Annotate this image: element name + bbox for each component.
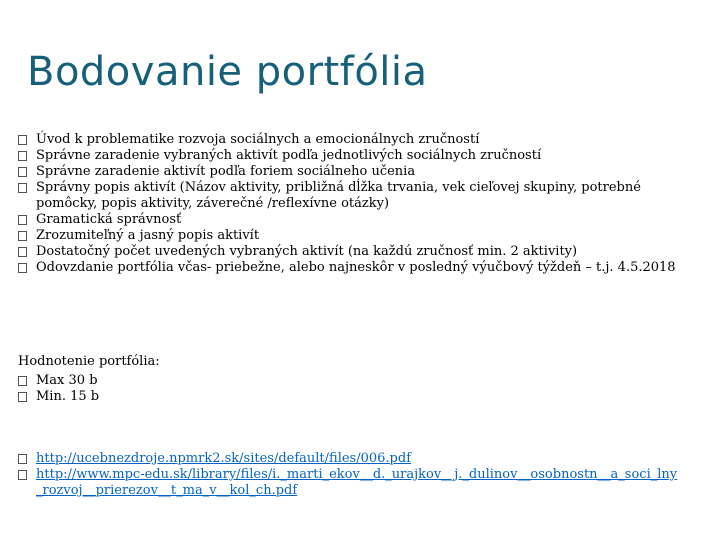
checkbox-bullet-icon	[18, 376, 27, 386]
links-list	[18, 451, 678, 499]
list-item	[18, 451, 678, 467]
checkbox-bullet-icon	[18, 183, 27, 193]
page-title: Bodovanie portfólia	[27, 49, 428, 95]
criteria-list	[18, 132, 678, 276]
list-item	[18, 212, 678, 228]
list-item-text: Správne zaradenie aktivít podľa foriem sociálneho učenia	[36, 164, 416, 179]
evaluation-list	[18, 373, 678, 405]
list-item	[18, 148, 678, 164]
list-item	[18, 244, 678, 260]
checkbox-bullet-icon	[18, 247, 27, 257]
list-item-text: Min. 15 b	[36, 389, 100, 404]
list-item	[18, 132, 678, 148]
list-item-text: Správny popis aktivít (Názov aktivity, približná dĺžka trvania, vek cieľovej skupiny, potrebné pomôcky, popis aktivity, záverečné /reflexívne otázky)	[36, 180, 641, 211]
list-item	[18, 389, 678, 405]
checkbox-bullet-icon	[18, 263, 27, 273]
checkbox-bullet-icon	[18, 135, 27, 145]
resource-link[interactable]: http://ucebnezdroje.npmrk2.sk/sites/default/files/006.pdf	[36, 451, 412, 466]
list-item	[18, 373, 678, 389]
list-item-text: Správne zaradenie vybraných aktivít podľa jednotlivých sociálnych zručností	[36, 148, 542, 163]
list-item-text: Odovzdanie portfólia včas- priebežne, alebo najneskôr v posledný výučbový týždeň – t.j. 4.5.2018	[36, 260, 676, 275]
list-item	[18, 180, 678, 212]
list-item	[18, 260, 678, 276]
checkbox-bullet-icon	[18, 231, 27, 241]
list-item-text: Úvod k problematike rozvoja sociálnych a emocionálnych zručností	[36, 132, 480, 147]
list-item-text: Gramatická správnosť	[36, 212, 182, 227]
list-item-text: Max 30 b	[36, 373, 98, 388]
list-item-text: Dostatočný počet uvedených vybraných aktivít (na každú zručnosť min. 2 aktivity)	[36, 244, 578, 259]
list-item	[18, 164, 678, 180]
checkbox-bullet-icon	[18, 470, 27, 480]
list-item	[18, 467, 678, 499]
checkbox-bullet-icon	[18, 167, 27, 177]
checkbox-bullet-icon	[18, 151, 27, 161]
checkbox-bullet-icon	[18, 392, 27, 402]
list-item-text: Zrozumiteľný a jasný popis aktivít	[36, 228, 260, 243]
resource-link[interactable]: http://www.mpc-edu.sk/library/files/i._marti_ekov__d._urajkov__j._dulinov__osobnostn__a_soci_lny_rozvoj__prierezov__t_ma_v__kol_ch.pdf	[36, 467, 678, 498]
list-item	[18, 228, 678, 244]
checkbox-bullet-icon	[18, 215, 27, 225]
evaluation-heading: Hodnotenie portfólia:	[18, 354, 160, 369]
checkbox-bullet-icon	[18, 454, 27, 464]
